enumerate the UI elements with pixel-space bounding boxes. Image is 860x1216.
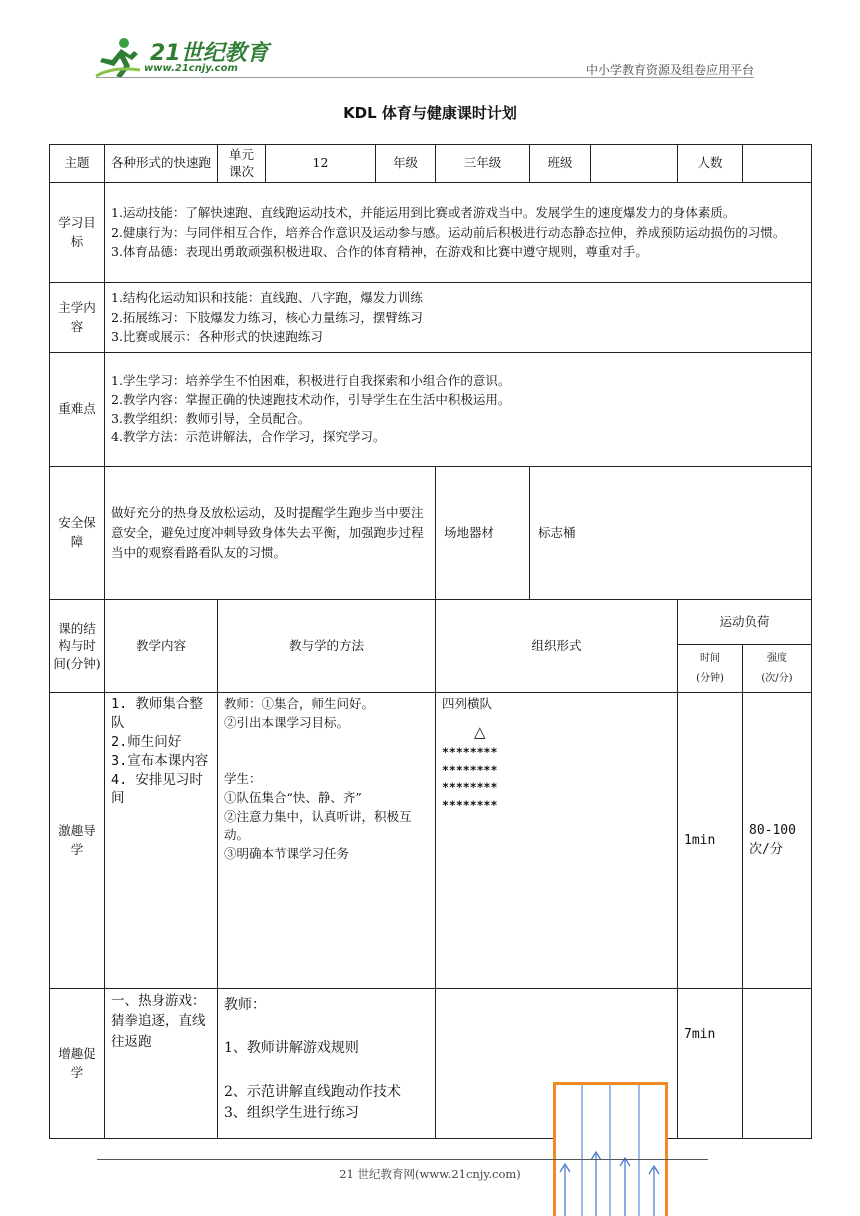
info-row (50, 145, 812, 183)
structure-col-label: 课的结构与时间(分钟) (50, 600, 105, 693)
section-warmup-row (50, 989, 812, 1139)
section-warmup-method: 教师： 1、教师讲解游戏规则 2、示范讲解直线跑动作技术 3、组织学生进行练习 (218, 989, 436, 1139)
keypoints-row (50, 353, 812, 467)
keypoints-label: 重难点 (50, 353, 105, 467)
class-value (591, 145, 678, 183)
section-intro-time: 1min (678, 693, 743, 989)
safety-label: 安全保障 (50, 467, 105, 600)
content-text: 1.结构化运动知识和技能：直线跑、八字跑，爆发力训练 2.拓展练习：下肢爆发力练习，核心力量练习，摆臂练习 3.比赛或展示：各种形式的快速跑练习 (105, 283, 812, 353)
formation-row: ******** (442, 780, 498, 795)
safety-text: 做好充分的热身及放松运动，及时提醒学生跑步当中要注意安全，避免过度冲刺导致身体失去平衡，加强跑步过程当中的观察看路看队友的习惯。 (105, 467, 436, 600)
goals-label: 学习目标 (50, 183, 105, 283)
formation-row: ******** (442, 762, 498, 777)
section-warmup-time: 7min (678, 989, 743, 1139)
structure-header-row-1 (50, 600, 812, 645)
topic-value: 各种形式的快速跑 (105, 145, 218, 183)
footer-text: 21 世纪教育网(www.21cnjy.com) (339, 1167, 521, 1181)
unit-label: 单元课次 (218, 145, 266, 183)
count-value (743, 145, 812, 183)
class-label: 班级 (530, 145, 591, 183)
safety-row (50, 467, 812, 600)
section-warmup-intensity (743, 989, 812, 1139)
platform-name: 中小学教育资源及组卷应用平台 (585, 63, 754, 77)
section-warmup-content: 一、热身游戏：猜拳追逐，直线往返跑 (105, 989, 218, 1139)
section-intro-organization (436, 693, 678, 989)
formation-title: 四列横队 (442, 696, 493, 711)
content-label: 主学内容 (50, 283, 105, 353)
count-label: 人数 (678, 145, 743, 183)
topic-label: 主题 (50, 145, 105, 183)
section-intro-content: 1. 教师集合整队 2.师生问好 3.宣布本课内容 4. 安排见习时间 (105, 693, 218, 989)
student-formation (442, 744, 671, 815)
lesson-plan-table (49, 144, 812, 1139)
header-divider (96, 77, 754, 78)
formation-row: ******** (442, 744, 498, 759)
time-header: 时间 (分钟) (678, 645, 743, 693)
formation-row: ******** (442, 798, 498, 813)
section-intro-method: 教师：①集合，师生问好。 ②引出本课学习目标。 学生： ①队伍集合“快、静、齐” ②注意力集中，认真听讲，积极互动。 ③明确本节课学习任务 (218, 693, 436, 989)
grade-label: 年级 (376, 145, 436, 183)
running-lanes-diagram (553, 1082, 669, 1216)
content-row (50, 283, 812, 353)
grade-value: 三年级 (436, 145, 530, 183)
teaching-method-header: 教与学的方法 (218, 600, 436, 693)
runner-logo-icon (94, 36, 144, 80)
goals-row (50, 183, 812, 283)
equipment-value: 标志桶 (530, 467, 812, 600)
teaching-content-header: 教学内容 (105, 600, 218, 693)
section-warmup-label: 增趣促学 (50, 989, 105, 1139)
equipment-label: 场地器材 (436, 467, 530, 600)
logo-wordmark: 21世纪教育 (150, 41, 269, 66)
section-intro-label: 激趣导学 (50, 693, 105, 989)
section-intro-intensity: 80-100次/分 (743, 693, 812, 989)
exercise-load-header: 运动负荷 (678, 600, 812, 645)
logo-url: www.21cnjy.com (144, 63, 238, 74)
document-title: KDL 体育与健康课时计划 (343, 104, 517, 122)
unit-value: 12 (266, 145, 376, 183)
section-intro-row (50, 693, 812, 989)
organization-header: 组织形式 (436, 600, 678, 693)
footer-divider (97, 1159, 708, 1160)
site-logo (94, 36, 274, 82)
keypoints-text: 1.学生学习：培养学生不怕困难，积极进行自我探索和小组合作的意识。 2.教学内容：掌握正确的快速跑技术动作，引导学生在生活中积极运用。 3.教学组织：教师引导，全员配合。 4.教学方法：示范讲解法，合作学习，探究学习。 (105, 353, 812, 467)
teacher-position-icon: △ (474, 722, 486, 741)
intensity-header: 强度 (次/分) (743, 645, 812, 693)
goals-text: 1.运动技能：了解快速跑、直线跑运动技术，并能运用到比赛或者游戏当中。发展学生的速度爆发力的身体素质。 2.健康行为：与同伴相互合作，培养合作意识及运动参与感。运动前后积极进行动态静态拉伸，养成预防运动损伤的习惯。 3.体育品德：表现出勇敢顽强积极进取、合作的体育精神，在游戏和比赛中遵守规则，尊重对手。 (105, 183, 812, 283)
